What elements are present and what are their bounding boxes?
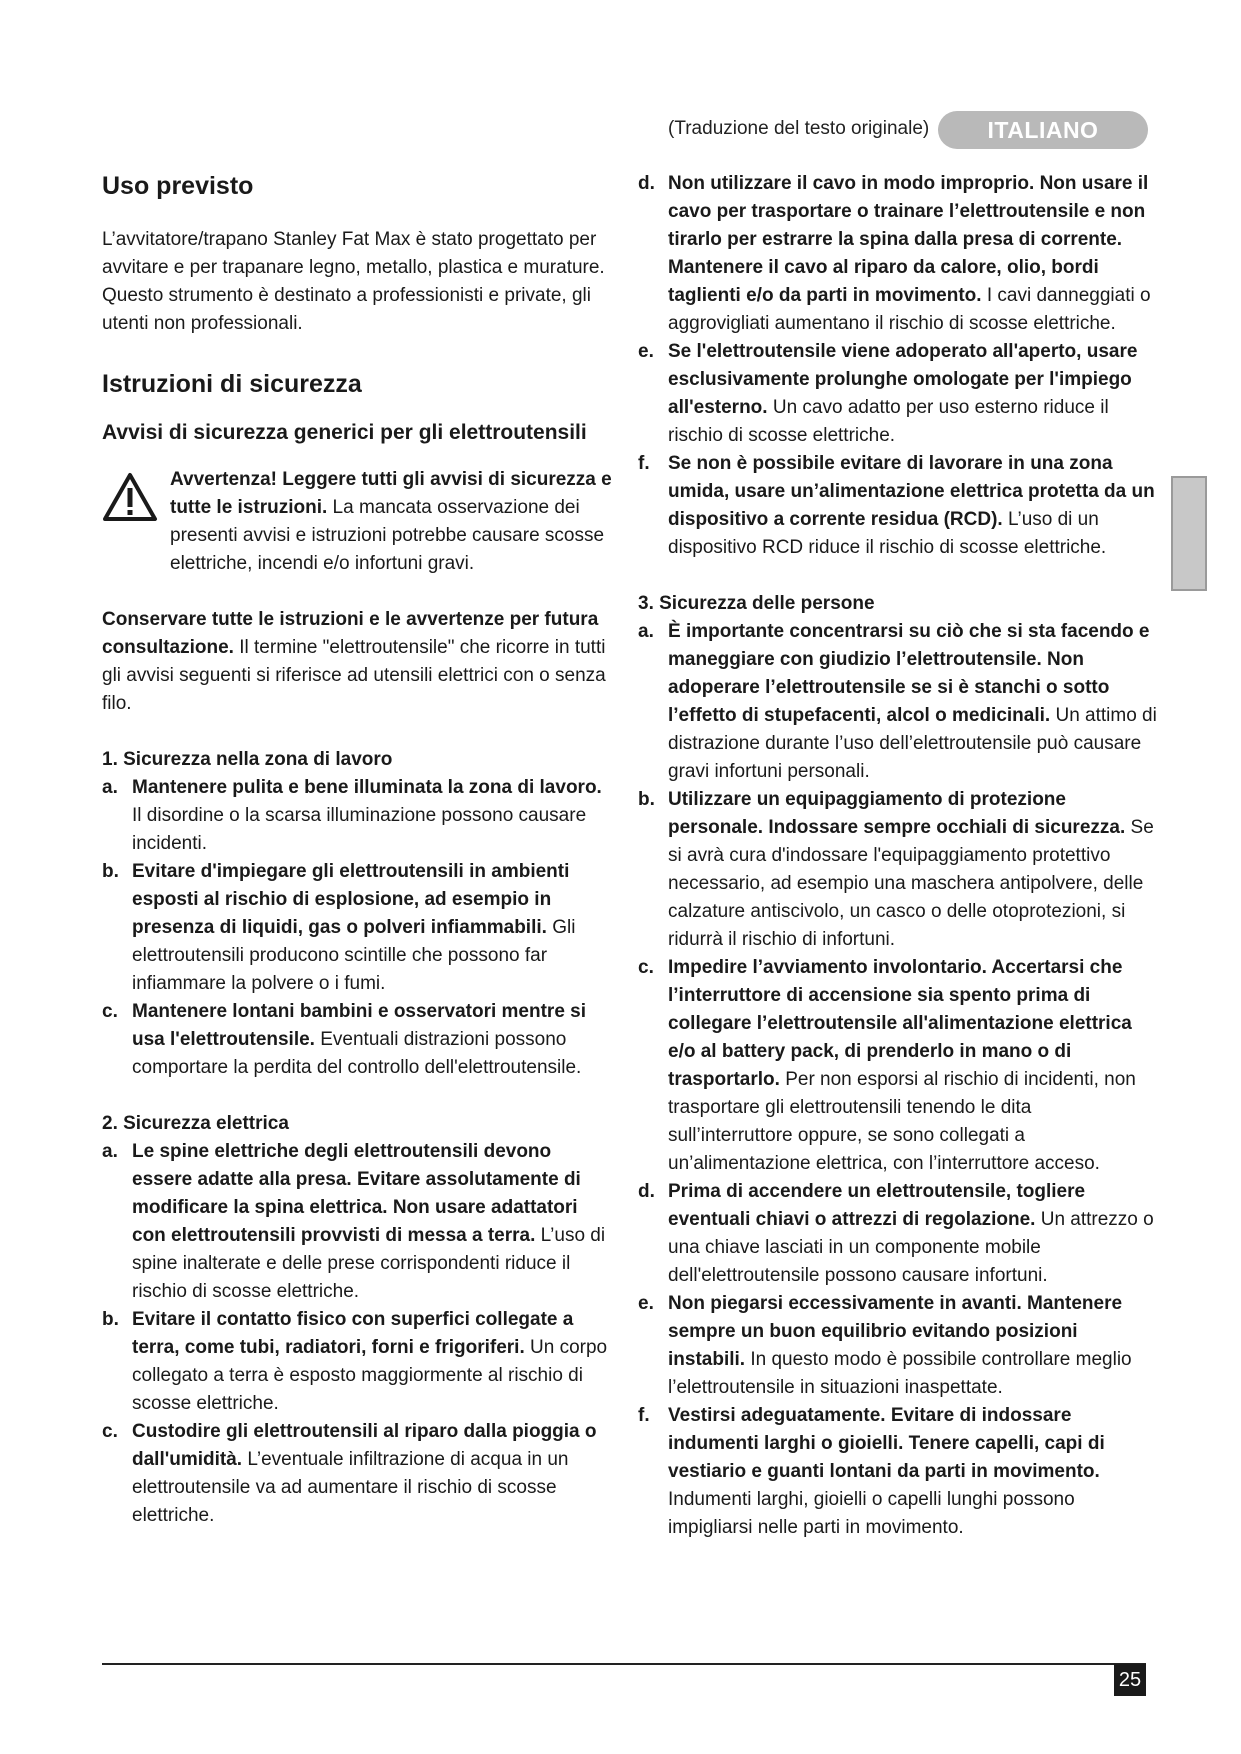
conserve-paragraph bbox=[102, 606, 612, 718]
list-item-text bbox=[132, 1306, 612, 1418]
list-item-label: c. bbox=[102, 1421, 118, 1442]
list-item bbox=[638, 450, 1158, 562]
list-item-body: I cavi danneggiati o aggrovigliati aumentano il rischio di scosse elettriche. bbox=[668, 285, 1151, 334]
list-item bbox=[102, 1138, 612, 1306]
list-item bbox=[638, 338, 1158, 450]
page-number: 25 bbox=[1114, 1664, 1146, 1696]
list-item bbox=[638, 1290, 1158, 1402]
list-item-label: a. bbox=[102, 1141, 118, 1162]
list-item-label: b. bbox=[638, 789, 655, 810]
list-item bbox=[638, 618, 1158, 786]
list-item-body: Gli elettroutensili producono scintille che possono far infiammare la polvere o i fumi. bbox=[132, 917, 576, 994]
list-item-body: Se si avrà cura d'indossare l'equipaggiamento protettivo necessario, ad esempio una maschera antipolvere, delle calzature antiscivolo, un casco o delle otoprotezioni, si ridurrà il rischio di infortuni. bbox=[668, 817, 1154, 950]
list-item-label: b. bbox=[102, 861, 119, 882]
list-item-bold: Se l'elettroutensile viene adoperato all'aperto, usare esclusivamente prolunghe omologate per l'impiego all'esterno. bbox=[668, 341, 1138, 418]
list-item-text bbox=[668, 338, 1158, 450]
list-item-body: In questo modo è possibile controllare meglio l’elettroutensile in situazioni inaspettate. bbox=[668, 1349, 1132, 1398]
list-item-label: e. bbox=[638, 341, 654, 362]
warning-body: La mancata osservazione dei presenti avvisi e istruzioni potrebbe causare scosse elettriche, incendi e/o infortuni gravi. bbox=[170, 497, 605, 574]
list-item-bold: Vestirsi adeguatamente. Evitare di indossare indumenti larghi o gioielli. Tenere capelli, capi di vestiario e guanti lontani da parti in movimento. bbox=[668, 1405, 1105, 1482]
list-item-body: Il disordine o la scarsa illuminazione possono causare incidenti. bbox=[132, 805, 587, 854]
list-item-label: e. bbox=[638, 1293, 654, 1314]
list-item-text bbox=[668, 954, 1158, 1178]
section-3-list bbox=[638, 618, 1158, 1542]
list-item-label: a. bbox=[102, 777, 118, 798]
list-item-text bbox=[132, 858, 612, 998]
conserve-body: Il termine "elettroutensile" che ricorre in tutti gli avvisi seguenti si riferisce ad utensili elettrici con o senza filo. bbox=[102, 637, 606, 714]
list-item-body: Indumenti larghi, gioielli o capelli lunghi possono impigliarsi nelle parti in movimento. bbox=[668, 1489, 1075, 1538]
list-item-label: c. bbox=[102, 1001, 118, 1022]
language-badge: ITALIANO bbox=[938, 111, 1148, 149]
warning-text bbox=[170, 466, 612, 578]
page-header bbox=[668, 111, 1148, 149]
list-item-label: c. bbox=[638, 957, 654, 978]
list-item-text bbox=[668, 450, 1158, 562]
warning-block bbox=[102, 466, 612, 578]
list-item-bold: Evitare il contatto fisico con superfici collegate a terra, come tubi, radiatori, forni e frigoriferi. bbox=[132, 1309, 574, 1358]
list-item-text bbox=[668, 1178, 1158, 1290]
translation-note: (Traduzione del testo originale) bbox=[668, 118, 930, 139]
avvisi-title: Avvisi di sicurezza generici per gli elettroutensili bbox=[102, 421, 587, 444]
list-item-text bbox=[132, 1418, 612, 1530]
left-column bbox=[102, 170, 612, 1530]
list-item-body: Eventuali distrazioni possono comportare la perdita del controllo dell'elettroutensile. bbox=[132, 1029, 582, 1078]
section-2-list bbox=[102, 1138, 612, 1530]
list-item-body: Un attimo di distrazione durante l’uso dell’elettroutensile può causare gravi infortuni personali. bbox=[668, 705, 1157, 782]
list-item-text bbox=[132, 1138, 612, 1306]
list-item-bold: Utilizzare un equipaggiamento di protezione personale. Indossare sempre occhiali di sicurezza. bbox=[668, 789, 1126, 838]
list-item-bold: Prima di accendere un elettroutensile, togliere eventuali chiavi o attrezzi di regolazione. bbox=[668, 1181, 1086, 1230]
list-item bbox=[102, 858, 612, 998]
conserve-bold: Conservare tutte le istruzioni e le avvertenze per futura consultazione. bbox=[102, 609, 599, 658]
list-item bbox=[638, 1178, 1158, 1290]
list-item-text bbox=[132, 774, 612, 858]
list-item-text bbox=[668, 1402, 1158, 1542]
list-item-body: L’uso di spine inalterate e delle prese corrispondenti riduce il rischio di scosse elettriche. bbox=[132, 1225, 606, 1302]
list-item bbox=[102, 998, 612, 1082]
right-column bbox=[638, 170, 1158, 1542]
section-2-title: 2. Sicurezza elettrica bbox=[102, 1113, 289, 1134]
list-item bbox=[638, 954, 1158, 1178]
list-item-body: L’uso di un dispositivo RCD riduce il rischio di scosse elettriche. bbox=[668, 509, 1107, 558]
list-item-body: Per non esporsi al rischio di incidenti, non trasportare gli elettroutensili tenendo le dita sull’interruttore oppure, se sono collegati a un’alimentazione elettrica, con l’interruttore acceso. bbox=[668, 1069, 1136, 1174]
list-item bbox=[102, 774, 612, 858]
list-item-text bbox=[668, 1290, 1158, 1402]
warning-triangle-icon bbox=[102, 472, 158, 522]
list-item-label: f. bbox=[638, 1405, 650, 1426]
footer-rule bbox=[102, 1663, 1146, 1665]
list-item-text bbox=[132, 998, 612, 1082]
list-item bbox=[638, 170, 1158, 338]
list-item-bold: Le spine elettriche degli elettroutensili devono essere adatte alla presa. Evitare assolutamente di modificare la spina elettrica. Non usare adattatori con elettroutensili provvisti di messa a terra. bbox=[132, 1141, 581, 1246]
list-item-body: L’eventuale infiltrazione di acqua in un elettroutensile va ad aumentare il rischio di scosse elettriche. bbox=[132, 1449, 569, 1526]
list-item-label: f. bbox=[638, 453, 650, 474]
list-item-label: d. bbox=[638, 173, 655, 194]
list-item-bold: Mantenere pulita e bene illuminata la zona di lavoro. bbox=[132, 777, 602, 798]
section-1-list bbox=[102, 774, 612, 1082]
list-item-body: Un corpo collegato a terra è esposto maggiormente al rischio di scosse elettriche. bbox=[132, 1337, 608, 1414]
list-item-text bbox=[668, 170, 1158, 338]
list-item-bold: Impedire l’avviamento involontario. Accertarsi che l’interruttore di accensione sia spento prima di collegare l’elettroutensile all'alimentazione elettrica e/o al battery pack, di prenderlo in mano o di trasportarlo. bbox=[668, 957, 1132, 1090]
list-item-text bbox=[668, 786, 1158, 954]
warning-bold: Avvertenza! Leggere tutti gli avvisi di sicurezza e tutte le istruzioni. bbox=[170, 469, 612, 518]
section-side-tab bbox=[1171, 476, 1207, 591]
list-item bbox=[102, 1418, 612, 1530]
list-item-bold: Evitare d'impiegare gli elettroutensili in ambienti esposti al rischio di esplosione, ad esempio in presenza di liquidi, gas o polveri infiammabili. bbox=[132, 861, 570, 938]
list-item-label: b. bbox=[102, 1309, 119, 1330]
list-item-body: Un attrezzo o una chiave lasciati in un componente mobile dell'elettroutensile possono causare infortuni. bbox=[668, 1209, 1154, 1286]
section-3-title: 3. Sicurezza delle persone bbox=[638, 593, 875, 614]
list-item bbox=[102, 1306, 612, 1418]
list-item bbox=[638, 1402, 1158, 1542]
istruzioni-title: Istruzioni di sicurezza bbox=[102, 370, 362, 398]
list-item-bold: Non utilizzare il cavo in modo improprio. Non usare il cavo per trasportare o trainare l’elettroutensile e non tirarlo per estrarre la spina dalla presa di corrente. Mantenere il cavo al riparo da calore, olio, bordi taglienti e/o da parti in movimento. bbox=[668, 173, 1149, 306]
uso-previsto-text: L’avvitatore/trapano Stanley Fat Max è stato progettato per avvitare e per trapanare legno, metallo, plastica e murature. Questo strumento è destinato a professionisti e private, gli utenti non professionali. bbox=[102, 229, 605, 334]
list-item bbox=[638, 786, 1158, 954]
list-item-label: a. bbox=[638, 621, 654, 642]
list-item-bold: Non piegarsi eccessivamente in avanti. Mantenere sempre un buon equilibrio evitando posizioni instabili. bbox=[668, 1293, 1123, 1370]
section-2-list-continued bbox=[638, 170, 1158, 562]
list-item-bold: Custodire gli elettroutensili al riparo dalla pioggia o dall'umidità. bbox=[132, 1421, 597, 1470]
list-item-bold: È importante concentrarsi su ciò che si sta facendo e maneggiare con giudizio l’elettroutensile. Non adoperare l’elettroutensile se si è stanchi o sotto l’effetto di stupefacenti, alcol o medicinali. bbox=[668, 621, 1150, 726]
list-item-text bbox=[668, 618, 1158, 786]
section-1-title: 1. Sicurezza nella zona di lavoro bbox=[102, 749, 393, 770]
uso-previsto-title: Uso previsto bbox=[102, 172, 254, 200]
list-item-bold: Mantenere lontani bambini e osservatori mentre si usa l'elettroutensile. bbox=[132, 1001, 587, 1050]
list-item-bold: Se non è possibile evitare di lavorare in una zona umida, usare un’alimentazione elettrica protetta da un dispositivo a corrente residua (RCD). bbox=[668, 453, 1155, 530]
list-item-label: d. bbox=[638, 1181, 655, 1202]
list-item-body: Un cavo adatto per uso esterno riduce il rischio di scosse elettriche. bbox=[668, 397, 1109, 446]
